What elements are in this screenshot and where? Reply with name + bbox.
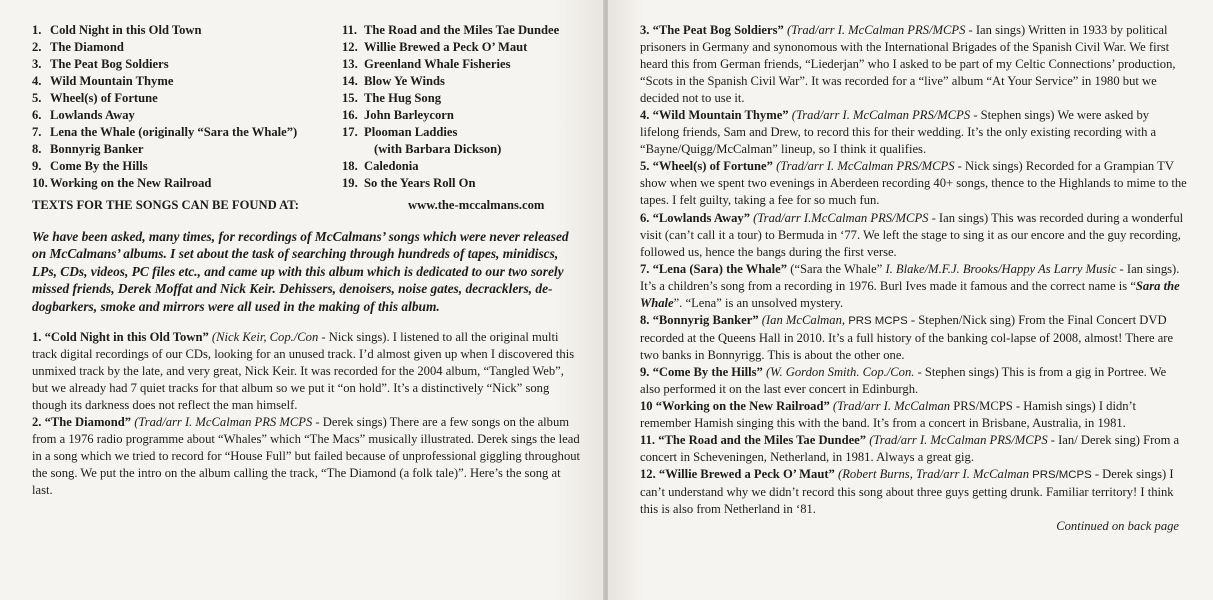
note-emphasis: Sara the Whale (640, 278, 1180, 310)
track-number: 10. (32, 176, 48, 190)
note-credit: (Trad/arr I. McCalman PRS/MCPS (869, 433, 1048, 448)
note-body-start: - Ian sings). It’s a children’s song from a recording in 1976. Burl Ives made it famous and the correct name is “ (640, 261, 1180, 293)
track-number: 9. (32, 159, 42, 173)
note-credit: (Trad/arr I. McCalman PRS/MCPS (791, 108, 971, 123)
track-item (32, 56, 297, 73)
track-title: Greenland Whale Fisheries (364, 57, 511, 71)
note-title: “Wheel(s) of Fortune” (652, 159, 773, 174)
track-item (342, 56, 559, 73)
track-item (342, 158, 559, 175)
note-title: “Lowlands Away” (652, 210, 751, 225)
track-title: Bonnyrig Banker (50, 142, 144, 156)
intro-paragraph: We have been asked, many times, for recordings of McCalmans’ songs which were never released on McCalmans’ albums. I set about the task of searching through hundreds of tapes, minidiscs, LPs, CDs, videos, PC files etc., and came up with this album which is dedicated to our two sorely missed friends, Derek Moffat and Nick Keir. Dehissers, denoisers, noise gates, decracklers, de-dogbarkers, smoke and mirrors were all used in the making of this album. (32, 229, 569, 314)
track-list (30, 22, 590, 192)
lyrics-source-label: TEXTS FOR THE SONGS CAN BE FOUND AT: (32, 198, 299, 212)
track-item (342, 39, 559, 56)
note-title: “The Road and the Miles Tae Dundee” (658, 433, 867, 448)
song-note-5 (640, 158, 1188, 209)
track-title: Caledonia (364, 159, 419, 173)
track-title: John Barleycorn (364, 108, 454, 122)
track-item (342, 141, 559, 158)
left-page (0, 0, 604, 600)
song-notes-left (32, 329, 582, 499)
track-title: Willie Brewed a Peck O’ Maut (364, 40, 528, 54)
track-item (342, 107, 559, 124)
track-number: 15. (342, 91, 358, 105)
note-number: 5. (640, 159, 650, 174)
note-title: “Bonnyrig Banker” (652, 312, 759, 327)
note-credit: (Nick Keir, Cop./Con (211, 330, 319, 345)
lyrics-source-line (30, 198, 590, 218)
note-body: - Stephen sings) This is from a gig in Portree. We also performed it on the last ever concert in Edinburgh. (640, 364, 1167, 396)
track-title: Plooman Laddies (364, 125, 458, 139)
track-number: 19. (342, 176, 358, 190)
note-rights: PRS/MCPS (1029, 469, 1092, 482)
track-number: 18. (342, 159, 358, 173)
note-number: 10 (640, 399, 653, 414)
note-number: 3. (640, 23, 650, 37)
track-title: The Hug Song (364, 91, 441, 105)
track-number: 7. (32, 125, 42, 139)
note-number: 6. (640, 210, 650, 225)
track-item (32, 141, 297, 158)
track-number: 5. (32, 91, 42, 105)
track-item (32, 175, 297, 192)
song-note-6 (640, 210, 1188, 261)
note-number: 12. (640, 467, 656, 482)
track-list-column-right (342, 22, 559, 192)
track-item (342, 22, 559, 39)
track-number: 17. (342, 125, 358, 139)
song-note-10 (640, 398, 1188, 432)
note-credit: (W. Gordon Smith. Cop./Con. (765, 364, 915, 379)
note-body: - Stephen/Nick sing) From the Final Concert DVD recorded at the Queens Hall in 2010. It’s a full history of the banking col-lapse of 2008, almost! There are two banks in Bonnyrigg. This is about the other one. (640, 312, 1174, 362)
track-number: 14. (342, 74, 358, 88)
song-note-1 (32, 329, 582, 414)
song-note-12 (640, 466, 1188, 518)
song-note-2 (32, 414, 582, 499)
note-credit: (Trad/arr I. McCalman PRS MCPS (134, 415, 313, 430)
track-number: 3. (32, 57, 42, 71)
track-item (342, 175, 559, 192)
track-item (342, 73, 559, 90)
track-item (342, 90, 559, 107)
track-number: 4. (32, 74, 42, 88)
track-item (32, 22, 297, 39)
note-title: “Working on the New Railroad” (655, 399, 830, 414)
note-title: “Come By the Hills” (652, 364, 763, 379)
song-note-11 (640, 432, 1188, 466)
song-note-7 (640, 261, 1188, 312)
track-title: Come By the Hills (50, 159, 148, 173)
track-number: 6. (32, 108, 42, 122)
track-item (32, 39, 297, 56)
track-title: The Diamond (50, 40, 124, 54)
track-title: Working on the New Railroad (50, 176, 212, 190)
track-item (32, 158, 297, 175)
note-credit: (Trad/arr I.McCalman PRS/MCPS (753, 210, 929, 225)
note-body: - Derek sings) I can’t understand why we didn’t record this song about three guys getting drunk. Familiar territory! I think this is also from Netherland in ‘81. (640, 467, 1174, 517)
note-body: - Stephen sings) We were asked by lifelong friends, Sam and Drew, to record this for their wedding. It’s the only existing recording with a “Bayne/Quigg/McCalman” lineup, so I think it qualifies. (640, 108, 1157, 157)
note-number: 2. (32, 415, 42, 430)
track-title: So the Years Roll On (364, 176, 476, 190)
note-body: - Nick sings) Recorded for a Grampian TV show when we spent two evenings in Aberdeen recording 40+ songs, thence to the Highlands to mime to the tapes. I felt guilty, taking a fee for so much fun. (640, 159, 1187, 208)
note-body: - Ian sings) Written in 1933 by political prisoners in Germany and synonomous with the International Brigades of the Spanish Civil War. We first heard this from German friends, “Liederjan” who I asked to be part of my Celtic Connections’ production, “Scots in the Spanish Civil War”. It was recorded for a “live” album “At Your Service” in 1980 but we decided not to use it. (640, 23, 1176, 106)
track-title: The Road and the Miles Tae Dundee (364, 23, 560, 37)
track-number: 13. (342, 57, 358, 71)
note-body: PRS/MCPS - Hamish sings) I didn’t remember Hamish singing this with the band. It’s from a concert in Brisbane, Australia, in 1981. (640, 399, 1137, 431)
continued-note: Continued on back page (1056, 519, 1179, 534)
note-credit: (Ian McCalman, (761, 312, 846, 327)
note-body: - Derek sings) There are a few songs on the album from a 1976 radio programme about “Whales” which “The Macs” musically illustrated. Derek sings the lead in a song which we tried to record for “House Full” but failed because of unprofessional giggling throughout the song. We put the intro on the album calling the track, “The Diamond (a folk tale)”. Here’s the song at last. (32, 415, 581, 498)
track-title: The Peat Bog Soldiers (50, 57, 169, 71)
track-item (32, 124, 297, 141)
note-number: 8. (640, 312, 650, 327)
note-number: 11. (640, 433, 656, 448)
track-title: Wheel(s) of Fortune (50, 91, 158, 105)
song-note-9 (640, 364, 1188, 398)
right-page (608, 0, 1213, 600)
track-item (32, 73, 297, 90)
track-number: 8. (32, 142, 42, 156)
note-title: “The Diamond” (44, 415, 132, 430)
note-title: “Wild Mountain Thyme” (652, 108, 789, 123)
track-title: Lowlands Away (50, 108, 135, 122)
song-note-4 (640, 107, 1188, 158)
track-title: Cold Night in this Old Town (50, 23, 202, 37)
note-credit: (Trad/arr I. McCalman PRS/MCPS (786, 23, 966, 37)
note-body: ”. “Lena” is an unsolved mystery. (673, 295, 844, 310)
note-title: “Lena (Sara) the Whale” (652, 261, 788, 276)
song-note-3 (640, 22, 1188, 107)
track-title: Wild Mountain Thyme (50, 74, 174, 88)
note-title: “Willie Brewed a Peck O’ Maut” (658, 467, 835, 482)
note-number: 4. (640, 108, 650, 123)
note-body: - Nick sings). I listened to all the original multi track digital recordings of our CDs, looking for an unused track. I’d almost given up when I discovered this unmixed track by the late, and very great, Nick Keir. It was recorded for the 2004 album, “Tangled Web”, but we already had 7 quiet tracks for that album so we put it “on hold”. It’s a distinctively “Nick” song though its darkness does not reflect the man himself. (32, 330, 575, 413)
track-item (32, 107, 297, 124)
track-title: Blow Ye Winds (364, 74, 445, 88)
note-title: “Cold Night in this Old Town” (44, 330, 209, 345)
note-body: - Ian/ Derek sing) From a concert in Scheveningen, Netherland, in 1981. Always a great gig. (640, 433, 1180, 465)
track-title: Lena the Whale (originally “Sara the Whale”) (50, 125, 298, 139)
note-number: 1. (32, 330, 42, 345)
note-credit: (Robert Burns, Trad/arr I. McCalman (838, 467, 1030, 482)
note-credit: I. Blake/M.F.J. Brooks/Happy As Larry Music (885, 261, 1117, 276)
track-item (342, 124, 559, 141)
note-prefix: (“Sara the Whale” (787, 261, 886, 276)
website-url: www.the-mccalmans.com (408, 198, 545, 212)
track-number: 11. (342, 23, 358, 37)
song-note-8 (640, 312, 1188, 364)
song-notes-right (640, 22, 1188, 518)
track-item (32, 90, 297, 107)
note-rights: PRS MCPS (845, 314, 908, 327)
note-number: 7. (640, 261, 650, 276)
track-title: (with Barbara Dickson) (374, 142, 502, 156)
track-number: 2. (32, 40, 42, 54)
track-number: 16. (342, 108, 358, 122)
note-body: - Ian sings) This was recorded during a wonderful visit (can’t call it a tour) to Bermuda in ‘77. We left the stage to sing it as our encore and the guy recording, followed us, hence the bangs during the first verse. (640, 210, 1184, 259)
note-credit: (Trad/arr I. McCalman PRS/MCPS (776, 159, 955, 174)
note-credit: (Trad/arr I. McCalman (832, 399, 951, 414)
track-number: 1. (32, 23, 42, 37)
note-title: “The Peat Bog Soldiers” (652, 23, 784, 37)
track-number: 12. (342, 40, 358, 54)
note-number: 9. (640, 364, 650, 379)
track-list-column-left (32, 22, 297, 192)
